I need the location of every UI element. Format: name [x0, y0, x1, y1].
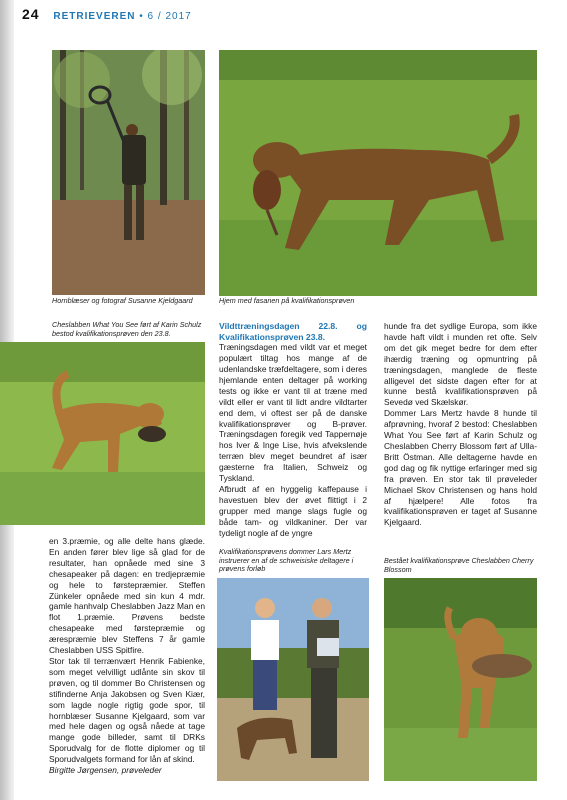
caption-whatyousee: Cheslabben What You See ført af Karin Schulz bestod kvalifikationsprøven den 23.8.: [52, 320, 202, 338]
article-paragraph-5: en 3.præmie, og alle delte hans glæde. En anden fører blev lige så glad for de resultater, han opnåede med sine 3 chesapeaker på dagen: en tredjepræmie og hele to førstepræmier. Steffen Zünkeler opnåede med sin kun 4 mdr. gamle hanhvalp Cheslabben Jazz Man en flot 1.præmie. Prøvens bedste chesapeake med førstepræmie og ærespræmie blev Steffens 7 år gamle Cheslabben USS Spitfire.: [49, 536, 205, 656]
magazine-title: RETRIEVEREN: [53, 11, 136, 22]
caption-hornblower: Hornblæser og fotograf Susanne Kjeldgaard: [52, 296, 193, 305]
hornblower-photo: [52, 50, 205, 295]
caption-judges: Kvalifikationsprøvens dommer Lars Mertz instruerer en af de schweisiske deltagere i prøvens forløb: [219, 547, 354, 574]
article-paragraph-6: Stor tak til terrænvært Henrik Fabienke, som meget velvilligt udlånte sin skov til prøven, og til dommer Bo Christensen og stifinderne Anja Jakobsen og Sven Kiær, som lagde nogle rigtig gode spor, til hornblæser Susanne Kjelgaard, som var med hele dagen og også nåede at tage mange gode billeder, samt til DRKs Sporudvalg for de flotte diplomer og til Sporudvalgets formand for lån af skind.: [49, 655, 205, 765]
judges-photo: [217, 578, 369, 781]
page-header: [22, 6, 192, 22]
article-paragraph-1: Træningsdagen med vildt var et meget populært tiltag hos mange af de udenlandske træfdeltagere, som i deres hjemlande enten deltager på working tests og ikke er vant til at træne med vildt eller er vant til lidt andre vildtarter end dem, vi oftest ser på de danske kvalifikationsprøver og B-prøver. Træningsdagen foregik ved Tappernøje hos Iver & Inge Lise, hvis afvekslende terræn blev meget beundret af især gæsterne fra Italien, Schweiz og Tyskland.: [219, 342, 367, 484]
article-column-1: [219, 321, 367, 539]
caption-pheasant: Hjem med fasanen på kvalifikationsprøven: [219, 296, 355, 305]
article-signature: Birgitte Jørgensen, prøveleder: [49, 765, 162, 776]
cherry-photo: [384, 578, 537, 781]
whatyousee-photo: [0, 342, 205, 525]
caption-cherry: Bestået kvalifikationsprøve Cheslabben Cherry Blossom: [384, 556, 534, 574]
article-column-3: [49, 536, 205, 776]
article-column-2: [384, 321, 537, 528]
pheasant-photo: [219, 50, 537, 296]
page-number: 24: [22, 6, 40, 22]
article-paragraph-2: Afbrudt af en hyggelig kaffepause i havestuen blev der øvet flittigt i 2 grupper med mange slags fugle og både tam- og vildkaniner. Der var tydeligt nogle af de yngre: [219, 483, 367, 538]
article-paragraph-4: Dommer Lars Mertz havde 8 hunde til afprøvning, hvoraf 2 bestod: Cheslabben What You See ført af Karin Schulz og Cheslabben Cherry Blossom ført af Ulla-Britt Östman. Alle deltagerne havde en god dag og fik nyttige erfaringer med sig fra prøven. En stor tak til prøveleder Michael Skov Christensen og hans hold af hjælpere! Alle fotos fra kvalifikationsprøven er taget af Susanne Kjelgaard.: [384, 408, 537, 528]
issue-number: • 6 / 2017: [139, 11, 192, 22]
article-paragraph-3: hunde fra det sydlige Europa, som ikke havde haft vildt i munden ret ofte. Selv om det gik meget bedre for dem efter ihærdig træning og opmuntring på træningsdagen, manglede de fleste alligevel det sidste dagen efter for at kunne bestå kvalifikationsprøven på Sevedø ved Skælskør.: [384, 321, 537, 408]
article-heading: Vildttræningsdagen 22.8. og Kvalifikationsprøven 23.8.: [219, 321, 367, 342]
